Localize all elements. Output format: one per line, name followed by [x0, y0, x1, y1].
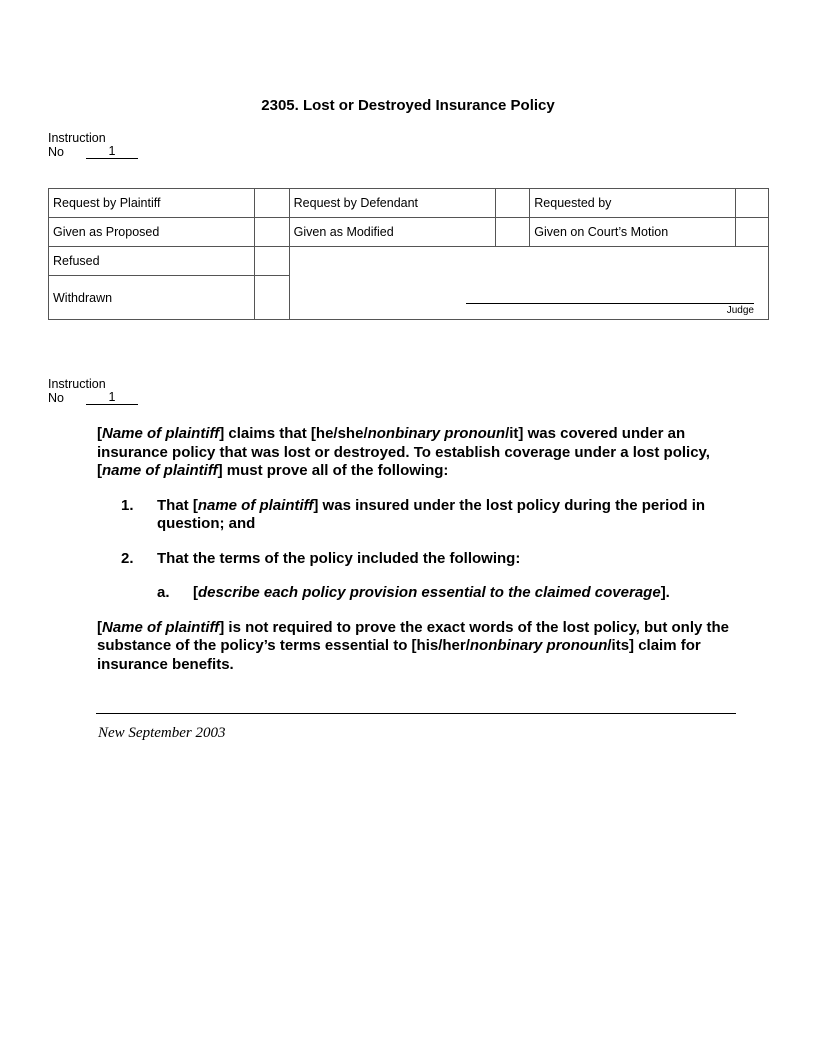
withdrawn-box[interactable] [254, 276, 289, 320]
list-subitem-text [193, 584, 745, 603]
list-item-1 [97, 497, 745, 534]
text-span: ] is not required to prove the exact words of the lost policy, but only the substance of the policy’s terms essential to [his/her/ [97, 618, 730, 654]
given-as-proposed-box[interactable] [254, 218, 289, 247]
footer-divider [96, 713, 736, 714]
given-as-modified-box[interactable] [495, 218, 530, 247]
placeholder-name-of-plaintiff: Name of plaintiff [102, 425, 220, 442]
page-title: 2305. Lost or Destroyed Insurance Policy [261, 97, 555, 114]
list-subitem-a [97, 584, 745, 603]
instruction-number-block [48, 131, 138, 159]
text-span: [ [97, 425, 102, 442]
list-item-2 [97, 550, 745, 569]
text-span: ] must prove all of the following: [217, 462, 449, 479]
placeholder-nonbinary-pronoun: nonbinary pronoun [367, 425, 506, 442]
placeholder-policy-provision: describe each policy provision essential to the claimed coverage [198, 584, 661, 601]
judge-signature-area [289, 247, 768, 320]
revision-note: New September 2003 [98, 725, 226, 741]
text-span: [ [97, 618, 102, 636]
request-by-defendant-box[interactable] [495, 189, 530, 218]
list-number: 1. [121, 496, 134, 514]
given-on-courts-motion-box[interactable] [736, 218, 769, 247]
text-span: /its] claim for insurance benefits. [97, 637, 701, 673]
closing-paragraph [97, 619, 745, 675]
requested-by-box[interactable] [736, 189, 769, 218]
intro-paragraph [97, 425, 745, 481]
text-span: ] was insured under the lost policy during the period in question; and [157, 496, 706, 532]
instruction-label: Instruction [48, 377, 106, 391]
instruction-number-block-2 [48, 377, 138, 405]
given-as-modified-label: Given as Modified [289, 218, 495, 247]
text-span: ] claims that [he/she/ [219, 425, 368, 442]
text-span: That [ [157, 496, 198, 514]
instruction-no-value: 1 [86, 145, 138, 159]
refused-label: Refused [49, 247, 255, 276]
list-item-text: That the terms of the policy included the following: [157, 549, 521, 567]
instruction-no-label: No [48, 145, 64, 159]
placeholder-nonbinary-pronoun: nonbinary pronoun [469, 637, 608, 654]
list-number: 2. [121, 549, 134, 567]
instruction-no-label: No [48, 391, 64, 405]
instruction-body [97, 425, 745, 674]
withdrawn-label: Withdrawn [49, 276, 255, 320]
instruction-label: Instruction [48, 131, 106, 145]
judge-signature-line[interactable] [466, 303, 754, 304]
instruction-no-value: 1 [86, 391, 138, 405]
placeholder-name-of-plaintiff: name of plaintiff [102, 462, 218, 479]
text-span: /it] was covered under an insurance policy that was lost or destroyed. To establish coverage under a lost policy, [ [97, 425, 710, 479]
text-span: ]. [660, 584, 670, 601]
list-item-text [157, 497, 745, 534]
given-as-proposed-label: Given as Proposed [49, 218, 255, 247]
request-by-plaintiff-box[interactable] [254, 189, 289, 218]
refused-box[interactable] [254, 247, 289, 276]
requested-by-label: Requested by [530, 189, 736, 218]
list-letter: a. [157, 584, 170, 601]
placeholder-name-of-plaintiff: name of plaintiff [197, 496, 314, 514]
request-table [48, 188, 769, 320]
text-span: [ [193, 584, 198, 601]
request-by-plaintiff-label: Request by Plaintiff [49, 189, 255, 218]
placeholder-name-of-plaintiff: Name of plaintiff [102, 618, 220, 636]
judge-label: Judge [726, 305, 754, 316]
given-on-courts-motion-label: Given on Court’s Motion [530, 218, 736, 247]
request-by-defendant-label: Request by Defendant [289, 189, 495, 218]
